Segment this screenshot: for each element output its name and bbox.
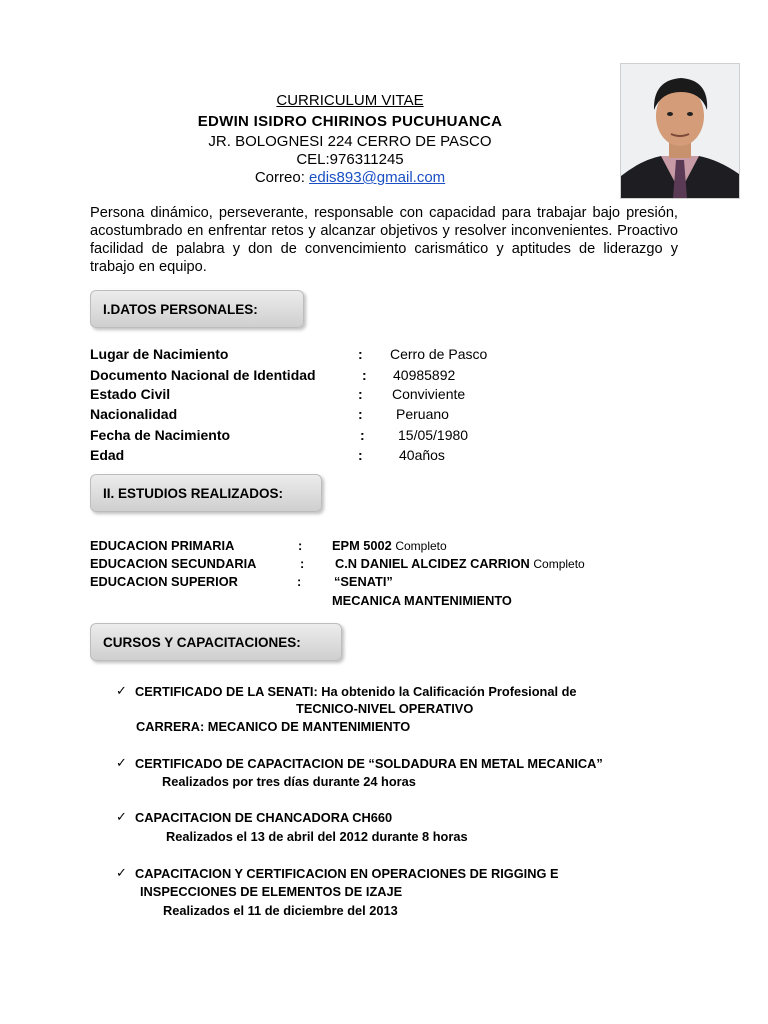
- phone: CEL:976311245: [296, 151, 404, 168]
- education-level: EDUCACION PRIMARIA: [90, 538, 235, 553]
- personal-value: 40985892: [393, 367, 456, 383]
- applicant-name: EDWIN ISIDRO CHIRINOS PUCUHUANCA: [197, 113, 503, 130]
- personal-label: Fecha de Nacimiento: [90, 427, 231, 443]
- personal-label: Edad: [90, 447, 125, 463]
- education-row: [90, 556, 690, 574]
- course-line: CAPACITACION DE CHANCADORA CH660: [135, 810, 393, 825]
- colon: :: [358, 406, 363, 422]
- course-line: INSPECCIONES DE ELEMENTOS DE IZAJE: [140, 884, 403, 899]
- colon: :: [358, 447, 363, 463]
- course-line: Realizados por tres días durante 24 horas: [162, 774, 416, 789]
- colon: :: [358, 386, 363, 402]
- personal-value: Cerro de Pasco: [390, 346, 488, 362]
- course-line: Realizados el 13 de abril del 2012 durante 8 horas: [166, 829, 468, 844]
- personal-label: Estado Civil: [90, 386, 171, 402]
- education-level: EDUCACION SUPERIOR: [90, 574, 238, 589]
- course-line: CAPACITACION Y CERTIFICACION EN OPERACIONES DE RIGGING E: [135, 866, 559, 881]
- section-studies: II. ESTUDIOS REALIZADOS:: [90, 474, 322, 512]
- email-line: [160, 169, 540, 186]
- education-row: [90, 574, 690, 592]
- colon: :: [362, 367, 367, 383]
- course-line: CARRERA: MECANICO DE MANTENIMIENTO: [136, 719, 411, 734]
- school-name: C.N DANIEL ALCIDEZ CARRION: [335, 556, 530, 571]
- section-personal-data: I.DATOS PERSONALES:: [90, 290, 304, 328]
- address: JR. BOLOGNESI 224 CERRO DE PASCO: [208, 133, 492, 150]
- check-icon: ✓: [116, 809, 127, 824]
- personal-value: 15/05/1980: [398, 427, 469, 443]
- colon: :: [300, 556, 305, 571]
- personal-label: Documento Nacional de Identidad: [90, 367, 316, 383]
- education-school: [332, 538, 447, 553]
- education-status: Completo: [395, 539, 447, 553]
- check-icon: ✓: [116, 755, 127, 770]
- profile-summary: Persona dinámico, perseverante, responsable con capacidad para trabajar bajo presión, acostumbrado en enfrentar retos y alcanzar objetivos y resolver inconvenientes. Proactivo facilidad de palabra y don de convencimiento carismático y aptitudes de liderazgo y trabajo en equipo.: [90, 205, 678, 275]
- school-name: EPM 5002: [332, 538, 392, 553]
- colon: :: [298, 538, 303, 553]
- email-label: Correo:: [254, 169, 310, 186]
- profile-photo: [620, 63, 740, 199]
- colon: :: [360, 427, 365, 443]
- colon: :: [358, 346, 363, 362]
- education-status: Completo: [533, 557, 585, 571]
- education-school: [335, 556, 585, 571]
- cv-title: CURRICULUM VITAE: [276, 92, 424, 109]
- section-courses: CURSOS Y CAPACITACIONES:: [90, 623, 342, 661]
- personal-value: Peruano: [396, 406, 449, 422]
- check-icon: ✓: [116, 683, 127, 698]
- school-program: MECANICA MANTENIMIENTO: [332, 593, 512, 608]
- school-name: “SENATI”: [334, 574, 393, 589]
- email-link[interactable]: edis893@gmail.com: [309, 169, 446, 186]
- personal-label: Nacionalidad: [90, 406, 178, 422]
- education-level: EDUCACION SECUNDARIA: [90, 556, 257, 571]
- course-line: CERTIFICADO DE CAPACITACION DE “SOLDADURA EN METAL MECANICA”: [135, 756, 603, 771]
- course-line: Realizados el 11 de diciembre del 2013: [163, 903, 398, 918]
- personal-value: Conviviente: [392, 386, 466, 402]
- education-row: [90, 593, 690, 611]
- course-line: CERTIFICADO DE LA SENATI: Ha obtenido la Calificación Profesional de: [135, 684, 577, 699]
- course-line: TECNICO-NIVEL OPERATIVO: [296, 701, 474, 716]
- education-row: [90, 538, 690, 556]
- personal-label: Lugar de Nacimiento: [90, 346, 229, 362]
- personal-value: 40años: [399, 447, 445, 463]
- colon: :: [297, 574, 302, 589]
- check-icon: ✓: [116, 865, 127, 880]
